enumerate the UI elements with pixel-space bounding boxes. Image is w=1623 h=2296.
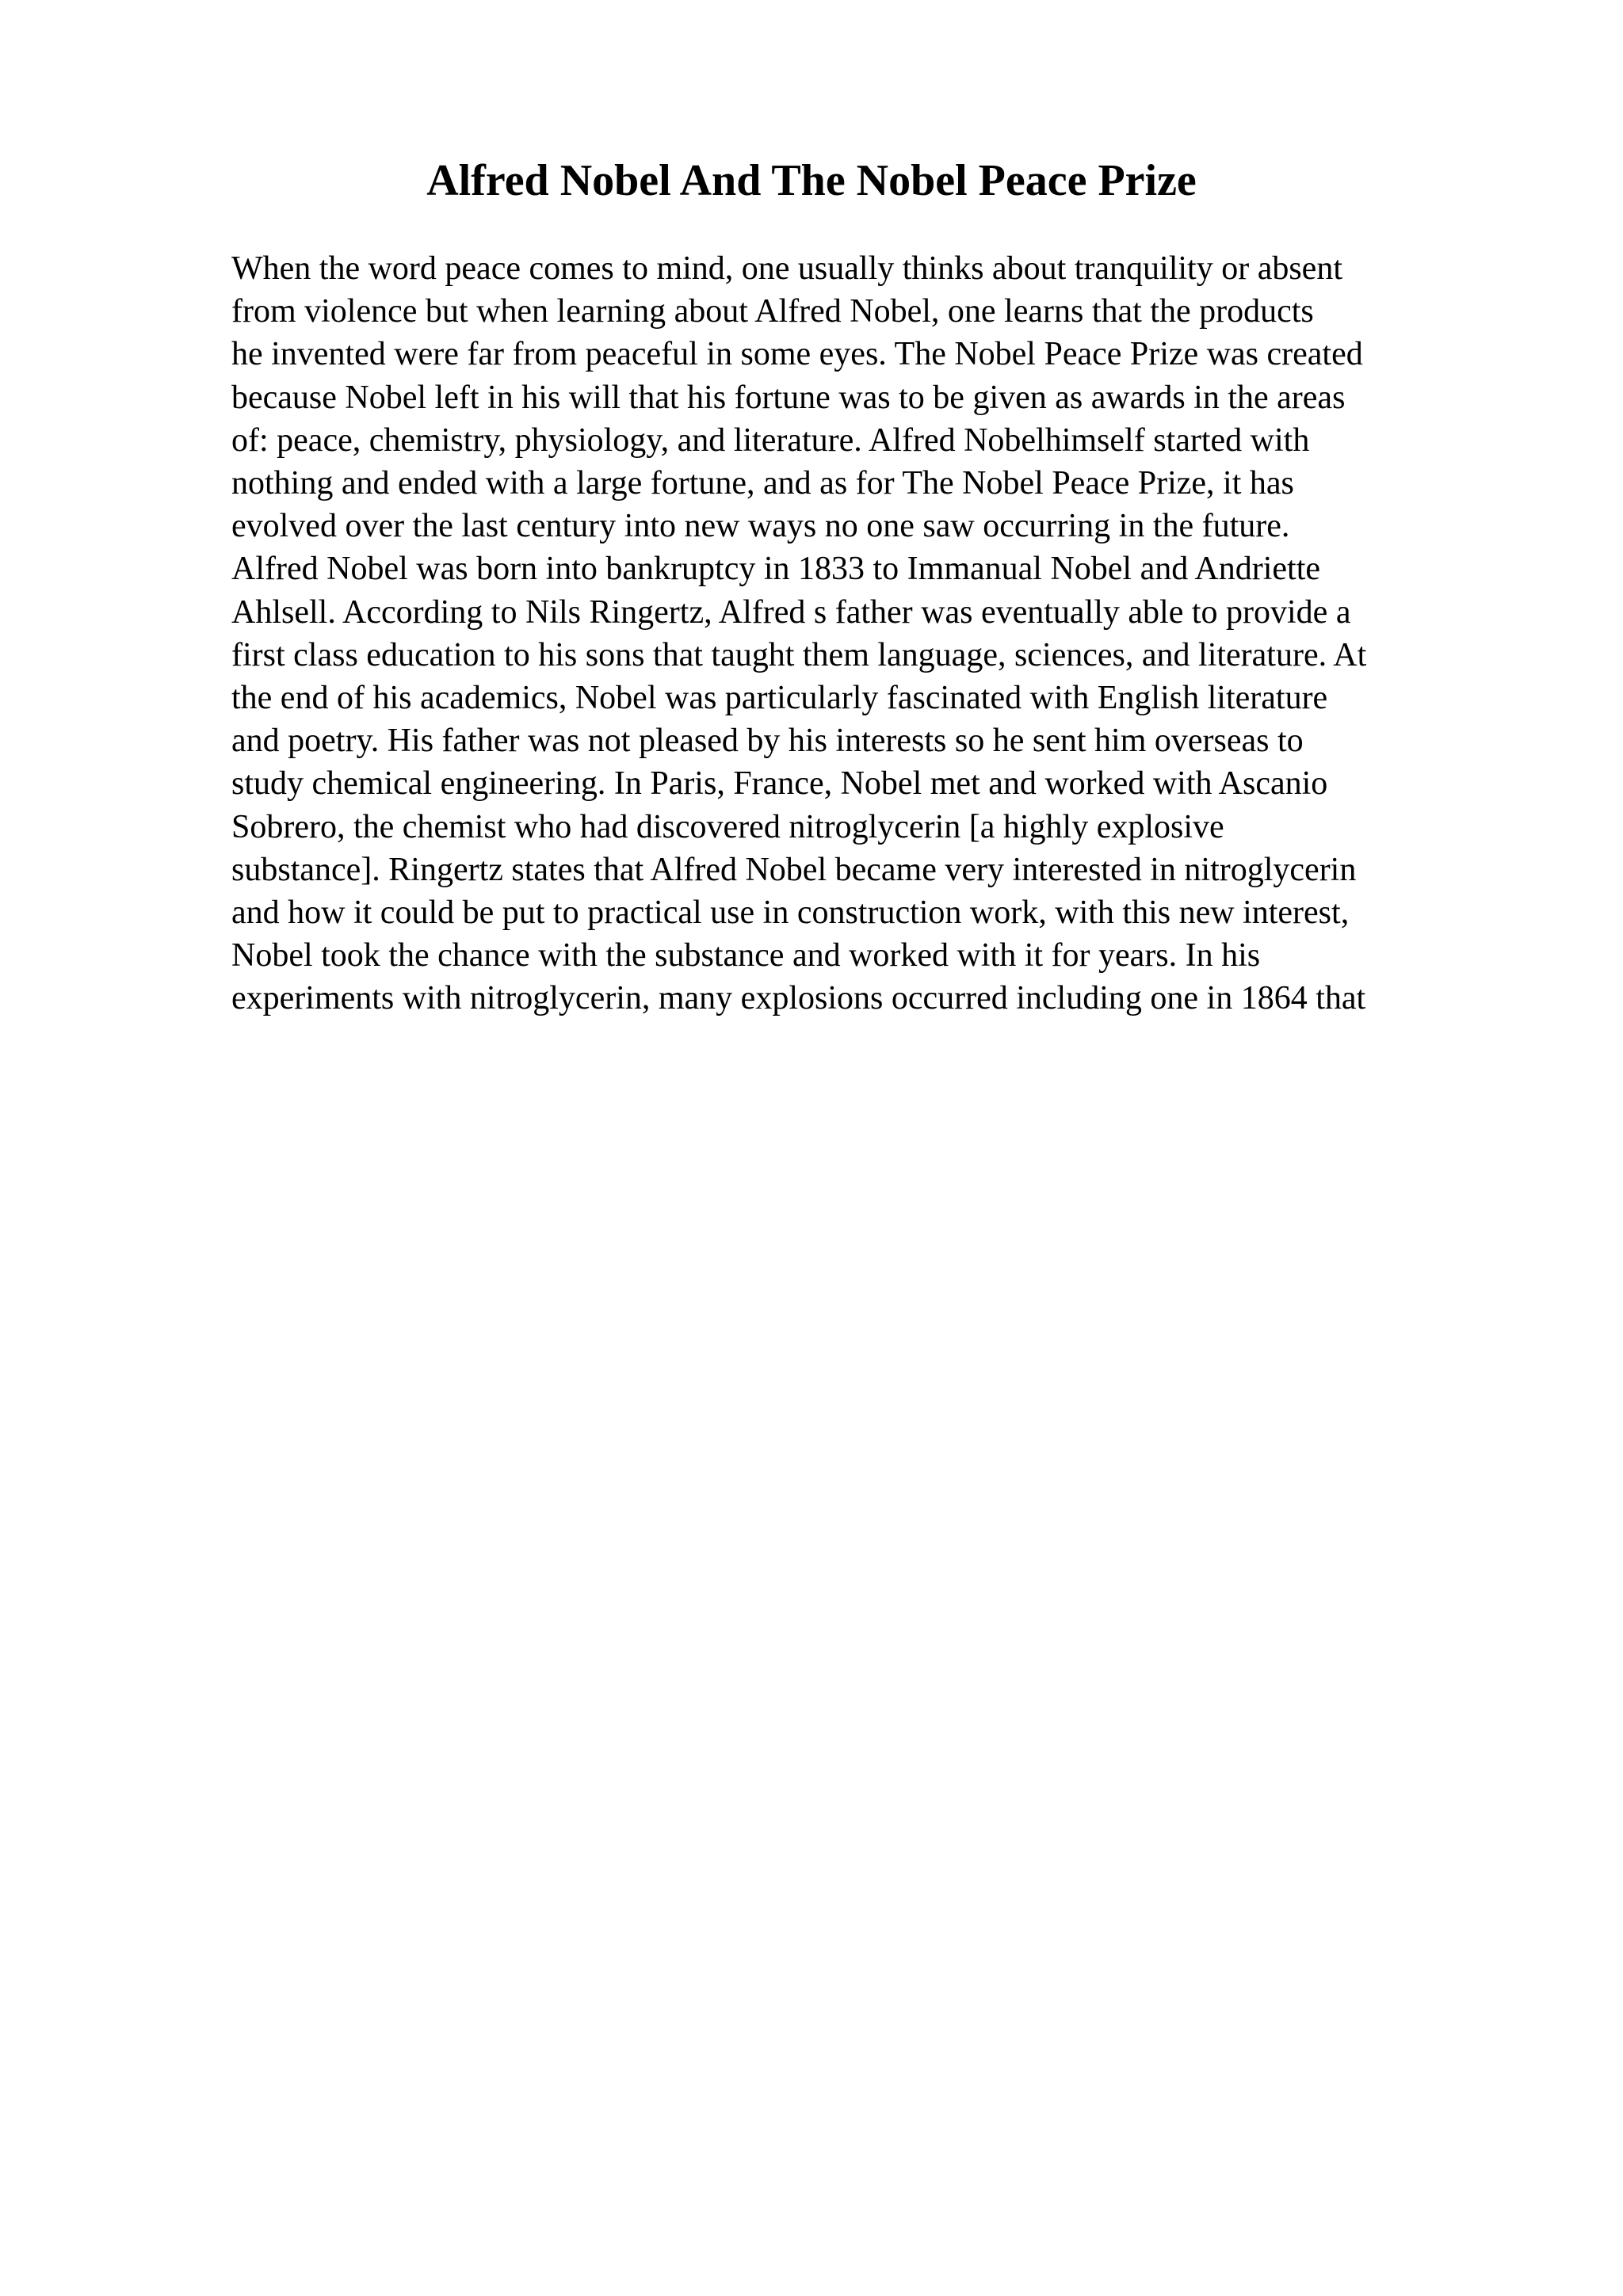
body-line: nothing and ended with a large fortune, and as for The Nobel Peace Prize, it has — [231, 465, 1294, 502]
body-line: he invented were far from peaceful in some eyes. The Nobel Peace Prize was created — [231, 336, 1363, 373]
body-line: first class education to his sons that taught them language, sciences, and literature. At — [231, 636, 1367, 673]
body-line: Nobel took the chance with the substance and worked with it for years. In his — [231, 937, 1261, 974]
body-line: of: peace, chemistry, physiology, and literature. Alfred Nobelhimself started with — [231, 421, 1310, 459]
body-line: from violence but when learning about Alfred Nobel, one learns that the products — [231, 293, 1314, 330]
body-line: Sobrero, the chemist who had discovered nitroglycerin [a highly explosive — [231, 808, 1224, 845]
body-line: study chemical engineering. In Paris, France, Nobel met and worked with Ascanio — [231, 765, 1328, 803]
body-line: evolved over the last century into new ways no one saw occurring in the future. — [231, 508, 1290, 545]
body-line: Ahlsell. According to Nils Ringertz, Alfred s father was eventually able to provide a — [231, 593, 1351, 631]
body-line: substance]. Ringertz states that Alfred Nobel became very interested in nitroglycerin — [231, 851, 1357, 888]
body-line: and poetry. His father was not pleased by his interests so he sent him overseas to — [231, 723, 1304, 760]
body-line: because Nobel left in his will that his fortune was to be given as awards in the areas — [231, 379, 1346, 416]
body-line: experiments with nitroglycerin, many explosions occurred including one in 1864 that — [231, 980, 1366, 1017]
body-line: and how it could be put to practical use in construction work, with this new interest, — [231, 894, 1350, 932]
body-line: the end of his academics, Nobel was particularly fascinated with English literature — [231, 680, 1328, 717]
body-line: When the word peace comes to mind, one usually thinks about tranquility or absent — [231, 250, 1342, 287]
body-line: Alfred Nobel was born into bankruptcy in 1833 to Immanual Nobel and Andriette — [231, 551, 1321, 588]
document-body — [231, 247, 1515, 1020]
document-title: Alfred Nobel And The Nobel Peace Prize — [426, 156, 1197, 205]
